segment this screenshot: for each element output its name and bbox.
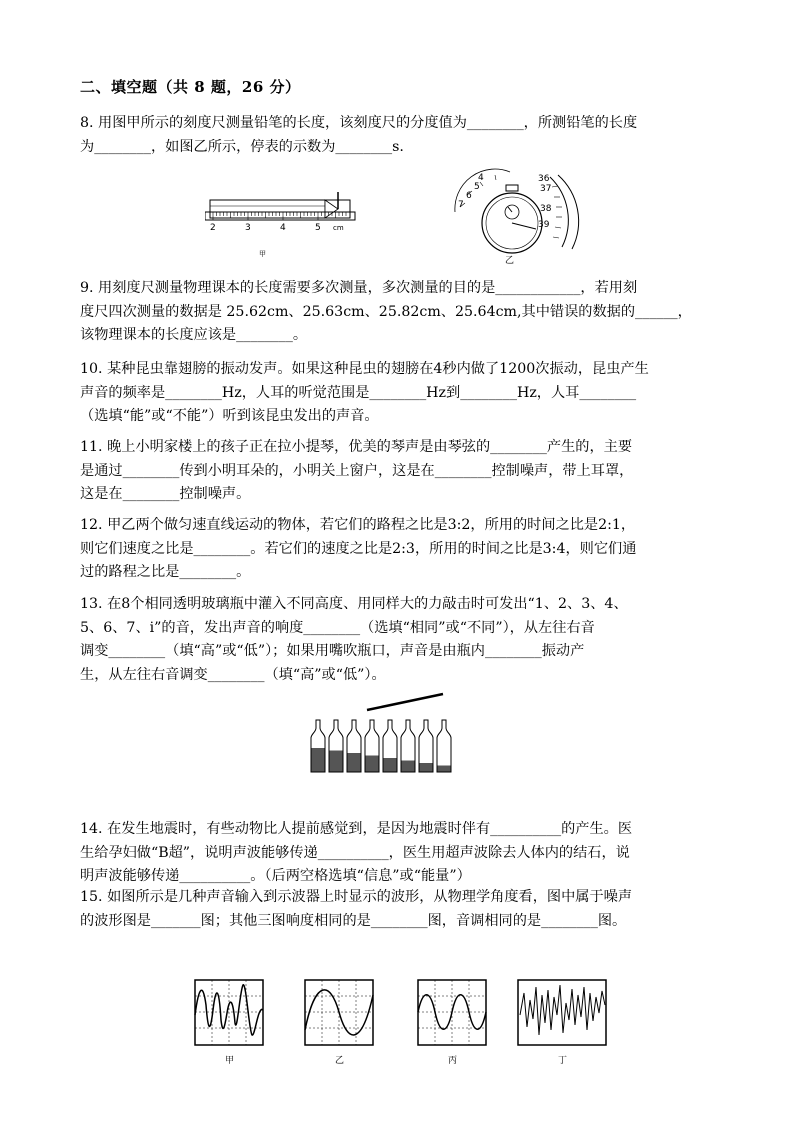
ruler-tick-label: 2	[210, 223, 216, 233]
bottle	[365, 720, 379, 772]
ruler-tick-label: 3	[245, 223, 251, 233]
bottle-water	[384, 758, 397, 772]
ruler-tick-label: 5	[315, 223, 321, 233]
question-9-line-3: 该物理课本的长度应该是________。	[80, 327, 308, 343]
waveforms-figure	[190, 975, 610, 1070]
question-14	[80, 818, 720, 889]
bottle	[329, 720, 343, 772]
figure-a-caption: 甲	[259, 250, 266, 258]
bottle-water	[348, 753, 361, 772]
question-15-line-2: 的波形图是_______图；其他三图响度相同的是________图，音调相同的是________图。	[80, 912, 627, 929]
ruler-pencil-figure	[205, 182, 365, 262]
bottle-water	[420, 763, 433, 772]
ruler-unit-label: cm	[333, 224, 344, 232]
waveform-caption: 乙	[335, 1056, 345, 1066]
stopwatch-arc-label: 38	[540, 204, 552, 214]
stopwatch-crown	[506, 185, 518, 191]
question-15-line-1: 15. 如图所示是几种声音输入到示波器上时显示的波形，从物理学角度看，图中属于噪声	[80, 889, 633, 905]
question-12-line-1: 12. 甲乙两个做匀速直线运动的物体，若它们的路程之比是3:2，所用的时间之比是2:1，	[80, 517, 636, 533]
ruler-tick-label: 4	[280, 223, 286, 233]
stopwatch-scale-label: 5	[474, 182, 480, 192]
waveform-bing	[418, 980, 486, 1066]
bottle	[401, 720, 415, 772]
stopwatch-arc-label: 37	[540, 184, 552, 194]
question-11-line-3: 这是在________控制噪声。	[80, 486, 251, 502]
question-13-line-2: 5、6、7、i”的音，发出声音的响度________（选填“相同”或“不同”），从左往右音	[80, 619, 595, 636]
section-title: 二、填空题（共 8 题，26 分）	[80, 78, 301, 96]
bottles-figure	[305, 690, 465, 780]
figure-b-caption: 乙	[505, 256, 515, 265]
question-11-line-2: 是通过________传到小明耳朵的，小明关上窗户，这是在________控制噪声，带上耳罩，	[80, 462, 634, 479]
question-13-line-1: 13. 在8个相同透明玻璃瓶中灌入不同高度、用同样大的力敲击时可发出“1、2、3、4、	[80, 596, 628, 612]
bottle-water	[402, 761, 415, 772]
stopwatch-arc-label: 39	[538, 220, 550, 230]
waveform-caption: 甲	[225, 1056, 235, 1066]
question-9	[80, 277, 720, 348]
question-11	[80, 436, 720, 507]
bottle	[311, 720, 325, 772]
bottle	[383, 720, 397, 772]
bottle-water	[366, 756, 379, 772]
straw-line	[367, 694, 443, 710]
waveform-caption: 丁	[558, 1056, 568, 1066]
stopwatch-scale-label: 6	[466, 191, 472, 201]
waveform-caption: 丙	[448, 1056, 458, 1066]
waveform-ding	[518, 980, 606, 1066]
bottle	[347, 720, 361, 772]
question-9-line-2: 度尺四次测量的数据是 25.62cm、25.63cm、25.82cm、25.64cm,其中错误的数据的______，	[80, 303, 692, 320]
question-10	[80, 358, 720, 429]
question-12-line-2: 则它们速度之比是________。若它们的速度之比是2:3，所用的时间之比是3:4，则它们通	[80, 540, 637, 557]
question-14-line-1: 14. 在发生地震时，有些动物比人提前感觉到，是因为地震时伴有__________的产生。医	[80, 821, 633, 837]
question-8	[80, 112, 720, 159]
bottle-water	[312, 748, 325, 772]
stopwatch-arc-label: 36	[538, 174, 550, 184]
question-8-line-1: 8. 用图甲所示的刻度尺测量铅笔的长度，该刻度尺的分度值为________，所测铅笔的长度	[80, 115, 638, 131]
question-10-line-3: （选填“能”或“不能”）听到该昆虫发出的声音。	[80, 408, 379, 424]
question-12	[80, 514, 720, 585]
question-10-line-1: 10. 某种昆虫靠翅膀的振动发声。如果这种昆虫的翅膀在4秒内做了1200次振动，昆虫产生	[80, 361, 649, 377]
stopwatch-scale-label: 7	[458, 200, 464, 210]
bottle-water	[330, 751, 343, 772]
bottle	[437, 720, 451, 772]
question-11-line-1: 11. 晚上小明家楼上的孩子正在拉小提琴，优美的琴声是由琴弦的________产生的，主要	[80, 439, 633, 455]
question-13	[80, 593, 720, 687]
question-10-line-2: 声音的频率是________Hz，人耳的听觉范围是________Hz到________Hz，人耳________	[80, 384, 637, 401]
question-8-line-2: 为________，如图乙所示，停表的示数为________s.	[80, 138, 404, 155]
stopwatch-figure	[450, 167, 585, 265]
bottle-water	[438, 766, 451, 772]
question-13-line-3: 调变________（填“高”或“低”）；如果用嘴吹瓶口，声音是由瓶内________振动产	[80, 643, 585, 659]
question-14-line-2: 生给孕妇做“B超”，说明声波能够传递__________，医生用超声波除去人体内的结石，说	[80, 844, 630, 861]
bottle	[419, 720, 433, 772]
question-15	[80, 886, 720, 933]
waveform-yi	[305, 980, 373, 1066]
question-12-line-3: 过的路程之比是________。	[80, 564, 251, 580]
question-14-line-3: 明声波能够传递__________。（后两空格选填“信息”或“能量”）	[80, 868, 471, 884]
question-13-line-4: 生，从左往右音调变________（填“高”或“低”）。	[80, 666, 386, 683]
waveform-jia	[195, 980, 263, 1066]
question-9-line-1: 9. 用刻度尺测量物理课本的长度需要多次测量，多次测量的目的是____________，若用刻	[80, 280, 638, 296]
stopwatch-scale-label: 4	[478, 173, 484, 183]
